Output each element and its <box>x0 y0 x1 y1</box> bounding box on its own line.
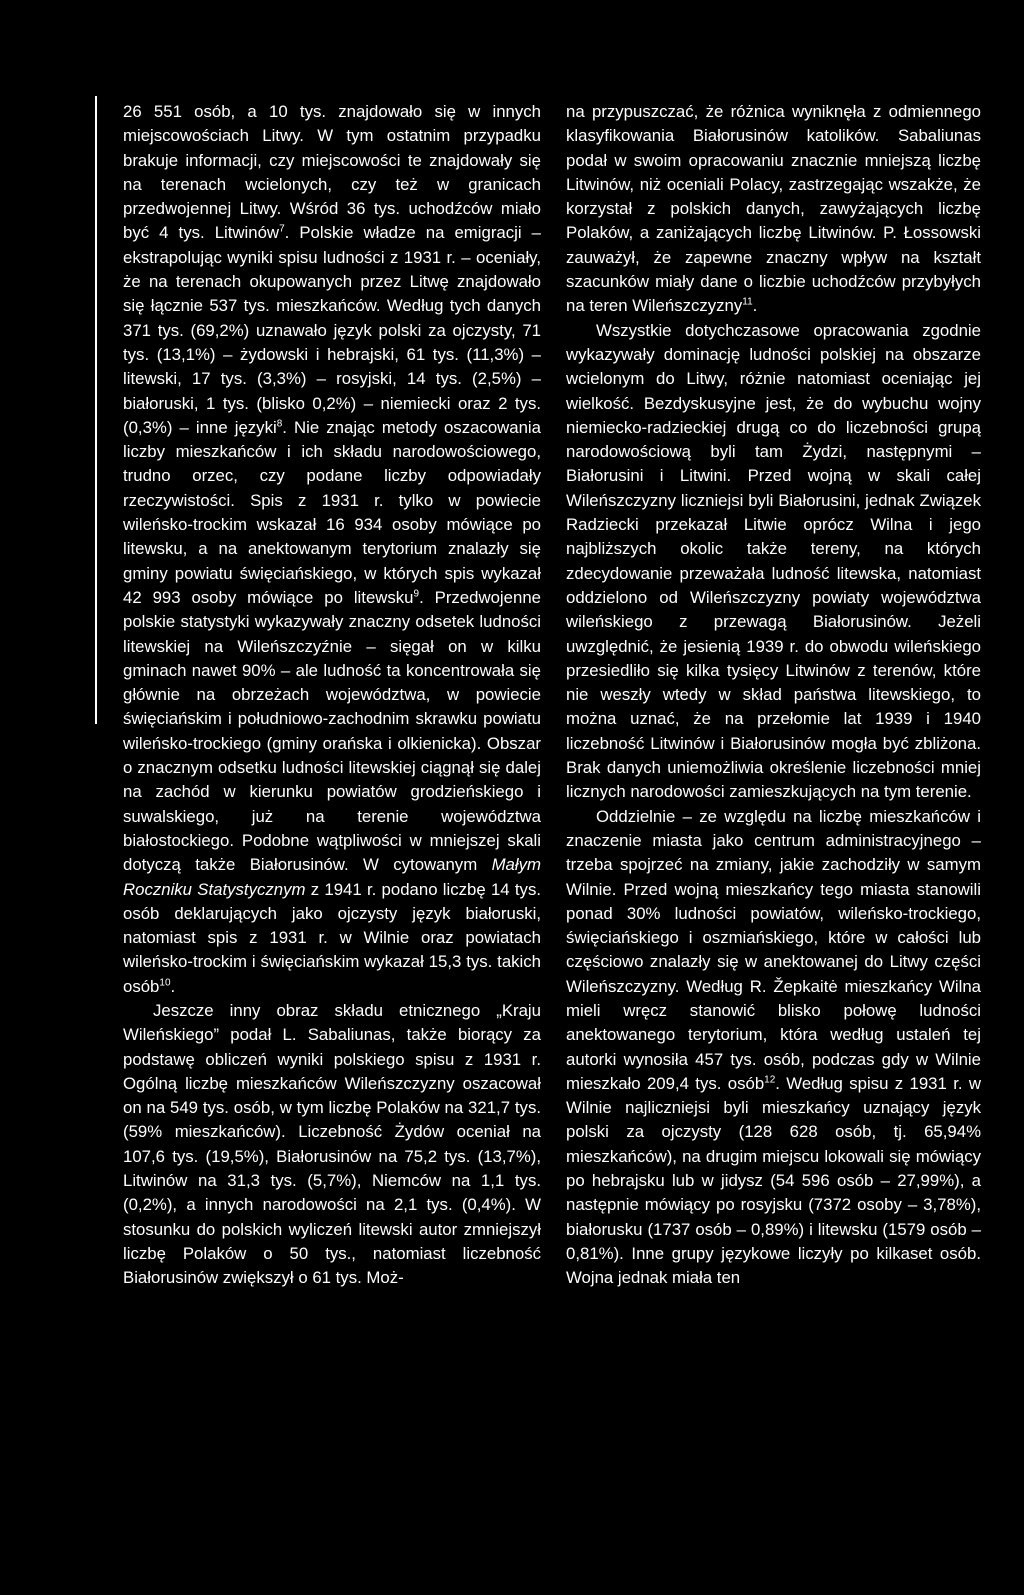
italic-title: Małym Roczniku Statystycznym <box>123 855 541 899</box>
text-run: na przypuszczać, że różnica wyniknęła z odmiennego klasyfikowania Białorusinów katolików. Sabaliunas podał w swoim opracowaniu znacznie mniejszą liczbę Litwinów, niż oceniali Polacy, zastrzegając wszakże, że korzystał z polskich danych, zawyżających liczbę Polaków, a zaniżających liczbę Litwinów. P. Łossowski zauważył, że zapewne znaczny wpływ na kształt szacunków miały dane o liczbie uchodźców przybyłych na teren Wileńszczyzny <box>566 102 981 316</box>
footnote-ref: 12 <box>764 1074 776 1086</box>
paragraph <box>566 805 981 1291</box>
right-column <box>566 100 981 1291</box>
footnote-ref: 9 <box>413 588 420 600</box>
text-run: . Przedwojenne polskie statystyki wykazywały znaczny odsetek ludności litewskiej na Wileńszczyźnie – sięgał on w kilku gminach nawet 90% – ale ludność ta koncentrowała się głównie na obrzeżach województwa, w powiecie święciańskim i południowo-zachodnim skrawku powiatu wileńsko-trockiego (gminy orańska i olkienicka). Obszar o znacznym odsetku ludności litewskiej ciągnął się dalej na zachód w kierunku powiatów grodzieńskiego i suwalskiego, już na terenie województwa białostockiego. Podobne wątpliwości w mniejszej skali dotyczą także Białorusinów. W cytowanym <box>123 587 541 875</box>
footnote-ref: 11 <box>742 296 753 308</box>
paragraph <box>123 100 541 999</box>
text-run: Oddzielnie – ze względu na liczbę mieszkańców i znaczenie miasta jako centrum administracyjnego – trzeba spojrzeć na zmiany, jakie zachodziły w samym Wilnie. Przed wojną mieszkańcy tego miasta stanowili ponad 30% ludności powiatów, wileńsko-trockiego, święciańskiego i oszmiańskiego, które w całości lub częściowo znalazły się w anektowanej do Litwy części Wileńszczyzny. Według R. Žepkaitė mieszkańcy Wilna mieli wręcz stanowić blisko połowę ludności anektowanego terytorium, która według ustaleń tej autorki wynosiła 457 tys. osób, podczas gdy w Wilnie mieszkało 209,4 tys. osób <box>566 806 981 1093</box>
paragraph: Wszystkie dotychczasowe opracowania zgodnie wykazywały dominację ludności polskiej na obszarze wcielonym do Litwy, różnie natomiast oceniając jej wielkość. Bezdyskusyjne jest, że do wybuchu wojny niemiecko-radzieckiej drugą co do liczebności grupą narodowościową byli tam Żydzi, następnymi – Białorusini i Litwini. Przed wojną w skali całej Wileńszczyzny liczniejsi byli Białorusini, jednak Związek Radziecki przekazał Litwie oprócz Wilna i jego najbliższych okolic także tereny, na których zdecydowanie przeważała ludność litewska, natomiast oddzielono od Wileńszczyzny powiaty województwa wileńskiego z przewagą Białorusinów. Jeżeli uwzględnić, że jesienią 1939 r. do obwodu wileńskiego przesiedliło się kilka tysięcy Litwinów z terenów, które nie weszły wtedy w skład państwa litewskiego, to można uznać, że na przełomie lat 1939 i 1940 liczebność Litwinów i Białorusinów mogła być zbliżona. Brak danych uniemożliwia określenie liczebności mniej licznych narodowości zamieszkujących na tym terenie. <box>566 320 981 802</box>
paragraph <box>566 100 981 319</box>
text-run: . <box>170 976 176 996</box>
text-run: . <box>752 296 758 316</box>
text-run: . Polskie władze na emigracji – ekstrapolując wyniki spisu ludności z 1931 r. – oceniały, że na terenach okupowanych przez Litwę znajdowało się łącznie 537 tys. mieszkańców. Według tych danych 371 tys. (69,2%) uznawało język polski za ojczysty, 71 tys. (13,1%) – żydowski i hebrajski, 61 tys. (11,3%) – litewski, 17 tys. (3,3%) – rosyjski, 14 tys. (2,5%) – białoruski, 1 tys. (blisko 0,2%) – niemiecki oraz 2 tys. (0,3%) – inne języki <box>123 223 541 437</box>
paragraph: Jeszcze inny obraz składu etnicznego „Kraju Wileńskiego” podał L. Sabaliunas, także biorący za podstawę obliczeń wyniki polskiego spisu z 1931 r. Ogólną liczbę mieszkańców Wileńszczyzny oszacował on na 549 tys. osób, w tym liczbę Polaków na 321,7 tys. (59% mieszkańców). Liczebność Żydów oceniał na 107,6 tys. (19,5%), Białorusinów na 75,2 tys. (13,7%), Litwinów na 31,3 tys. (5,7%), Niemców na 1,1 tys. (0,2%), a innych narodowości na 2,1 tys. (0,4%). W stosunku do polskich wyliczeń litewski autor zmniejszył liczbę Polaków o 50 tys., natomiast liczebność Białorusinów zwiększył o 61 tys. Moż- <box>123 1000 541 1288</box>
footnote-ref: 8 <box>276 418 283 430</box>
text-run: . Nie znając metody oszacowania liczby mieszkańców i ich składu narodowościowego, trudno orzec, czy podane liczby odpowiadały rzeczywistości. Spis z 1931 r. tylko w powiecie wileńsko-trockim wskazał 16 934 osoby mówiące po litewsku, a na anektowanym terytorium znalazły się gminy powiatu święciańskiego, w których spis wykazał 42 993 osoby mówiące po litewsku <box>123 417 541 607</box>
footnote-ref: 10 <box>159 977 171 989</box>
margin-rule <box>95 96 97 724</box>
text-run: z 1941 r. podano liczbę 14 tys. osób deklarujących jako ojczysty język białoruski, natomiast spis z 1931 r. w Wilnie oraz powiatach wileńsko-trockim i święciańskim wykazał 15,3 tys. takich osób <box>123 879 541 996</box>
left-column <box>123 100 541 1291</box>
footnote-ref: 7 <box>279 223 285 235</box>
text-run: 26 551 osób, a 10 tys. znajdowało się w innych miejscowościach Litwy. W tym ostatnim przypadku brakuje informacji, czy miejscowości te znajdowały się na terenach wcielonych, czy też w granicach przedwojennej Litwy. Wśród 36 tys. uchodźców miało być 4 tys. Litwinów <box>123 102 541 243</box>
text-run: . Według spisu z 1931 r. w Wilnie najliczniejsi byli mieszkańcy uznający język polski za ojczysty (128 628 osób, tj. 65,94% mieszkańców), na drugim miejscu lokowali się mówiący po hebrajsku lub w jidysz (54 596 osób – 27,99%), a następnie mówiący po rosyjsku (7372 osoby – 3,78%), białorusku (1737 osób – 0,89%) i litewsku (1579 osób – 0,81%). Inne grupy językowe liczyły po kilkaset osób. Wojna jednak miała ten <box>566 1073 981 1288</box>
